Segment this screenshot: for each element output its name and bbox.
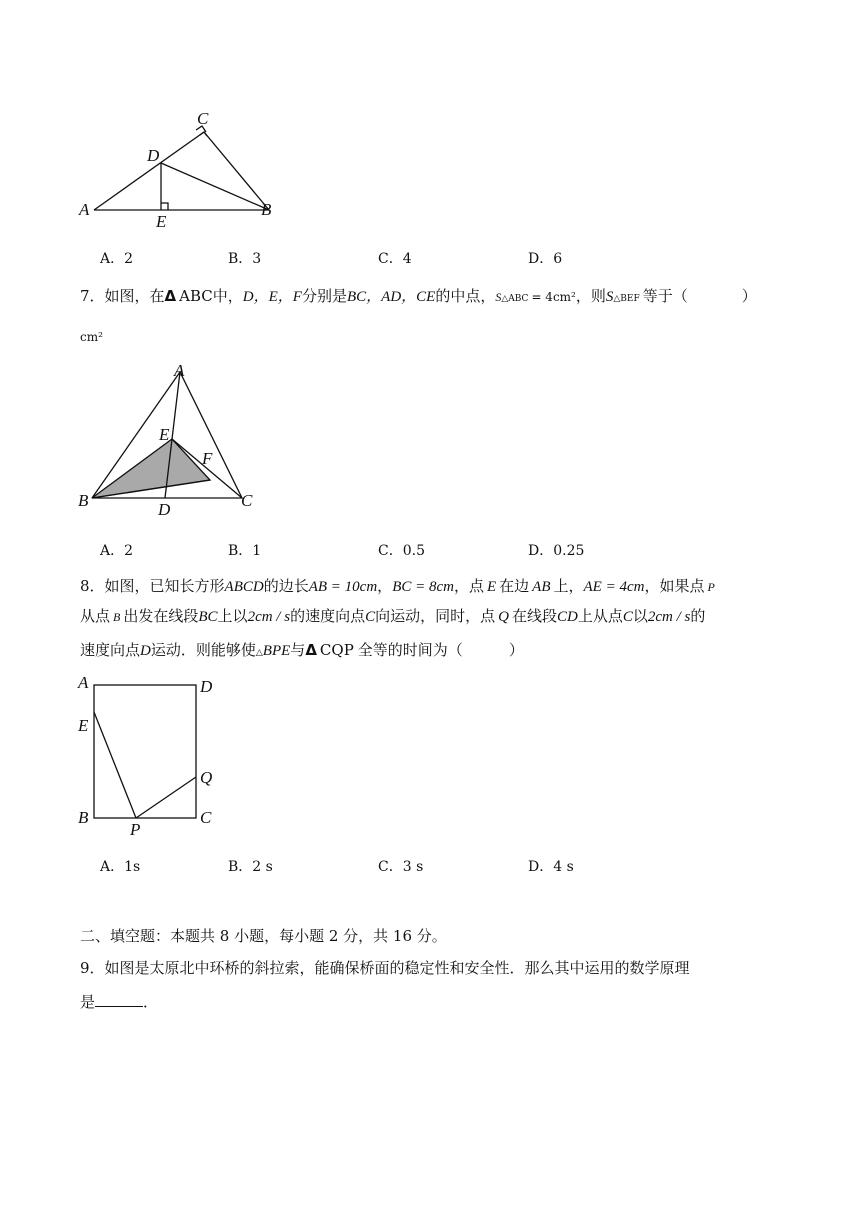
triangle-symbol-2: Δ [305,641,317,659]
q7-option-a: A．2 [100,543,134,559]
q7-option-d: D．0.25 [528,543,585,559]
q6-option-c: C．4 [378,251,412,267]
fig6-label-c: C [197,109,209,128]
q8-option-a: A．1s [100,859,141,875]
q6-option-d: D．6 [528,251,563,267]
fig8-label-a: A [78,673,89,692]
q9-answer-blank[interactable] [95,992,143,1007]
fig8-label-b: B [78,808,89,827]
fig6-label-a: A [79,200,90,219]
q9-line-1: 9．如图是太原北中环桥的斜拉索，能确保桥面的稳定性和安全性．那么其中运用的数学原理 [80,959,690,977]
q8-option-d: D．4 s [528,859,574,875]
fig7-label-d: D [158,500,171,519]
fig6-label-e: E [156,212,167,230]
q7-stem: 7．如图，在Δ ABC中，D，E，F分别是BC，AD，CE的中点，S△ABC = 4cm²，则S△BEF 等于（ ） [80,287,757,305]
triangle-symbol: Δ [164,287,177,305]
q8-option-b: B．2 s [228,859,273,875]
fig8-label-q: Q [200,768,213,787]
q7-unit: cm² [80,330,103,344]
fig8-label-p: P [130,820,141,839]
q7-figure [70,360,270,520]
fig6-label-d: D [147,146,160,165]
fig6-label-b: B [261,200,272,219]
fig7-label-b: B [78,491,89,510]
q7-option-b: B．1 [228,543,262,559]
q8-option-c: C．3 s [378,859,424,875]
q8-line-1: 8．如图，已知长方形ABCD的边长AB = 10cm，BC = 8cm，点 E 在边 AB 上，AE = 4cm，如果点 P [80,577,715,595]
q6-option-b: B．3 [228,251,262,267]
fig7-label-e: E [159,425,170,444]
section-2-heading: 二、填空题：本题共 8 小题，每小题 2 分，共 16 分。 [80,927,447,945]
fig8-label-e: E [78,716,89,735]
q8-line-3: 速度向点D运动．则能够使△BPE与Δ CQP 全等的时间为（ ） [80,641,524,659]
fig8-label-d: D [200,677,213,696]
q8-figure [70,670,230,840]
q6-option-a: A．2 [100,251,134,267]
q7-option-c: C．0.5 [378,543,425,559]
q8-line-2: 从点 B 出发在线段BC上以2cm / s的速度向点C向运动，同时，点 Q 在线段CD上从点C以2cm / s的 [80,607,706,625]
fig7-label-f: F [202,449,213,468]
fig7-label-c: C [241,491,253,510]
fig8-label-c: C [200,808,212,827]
fig7-label-a: A [174,361,185,380]
q9-line-2: 是 ． [80,993,159,1011]
q6-figure [70,105,290,230]
